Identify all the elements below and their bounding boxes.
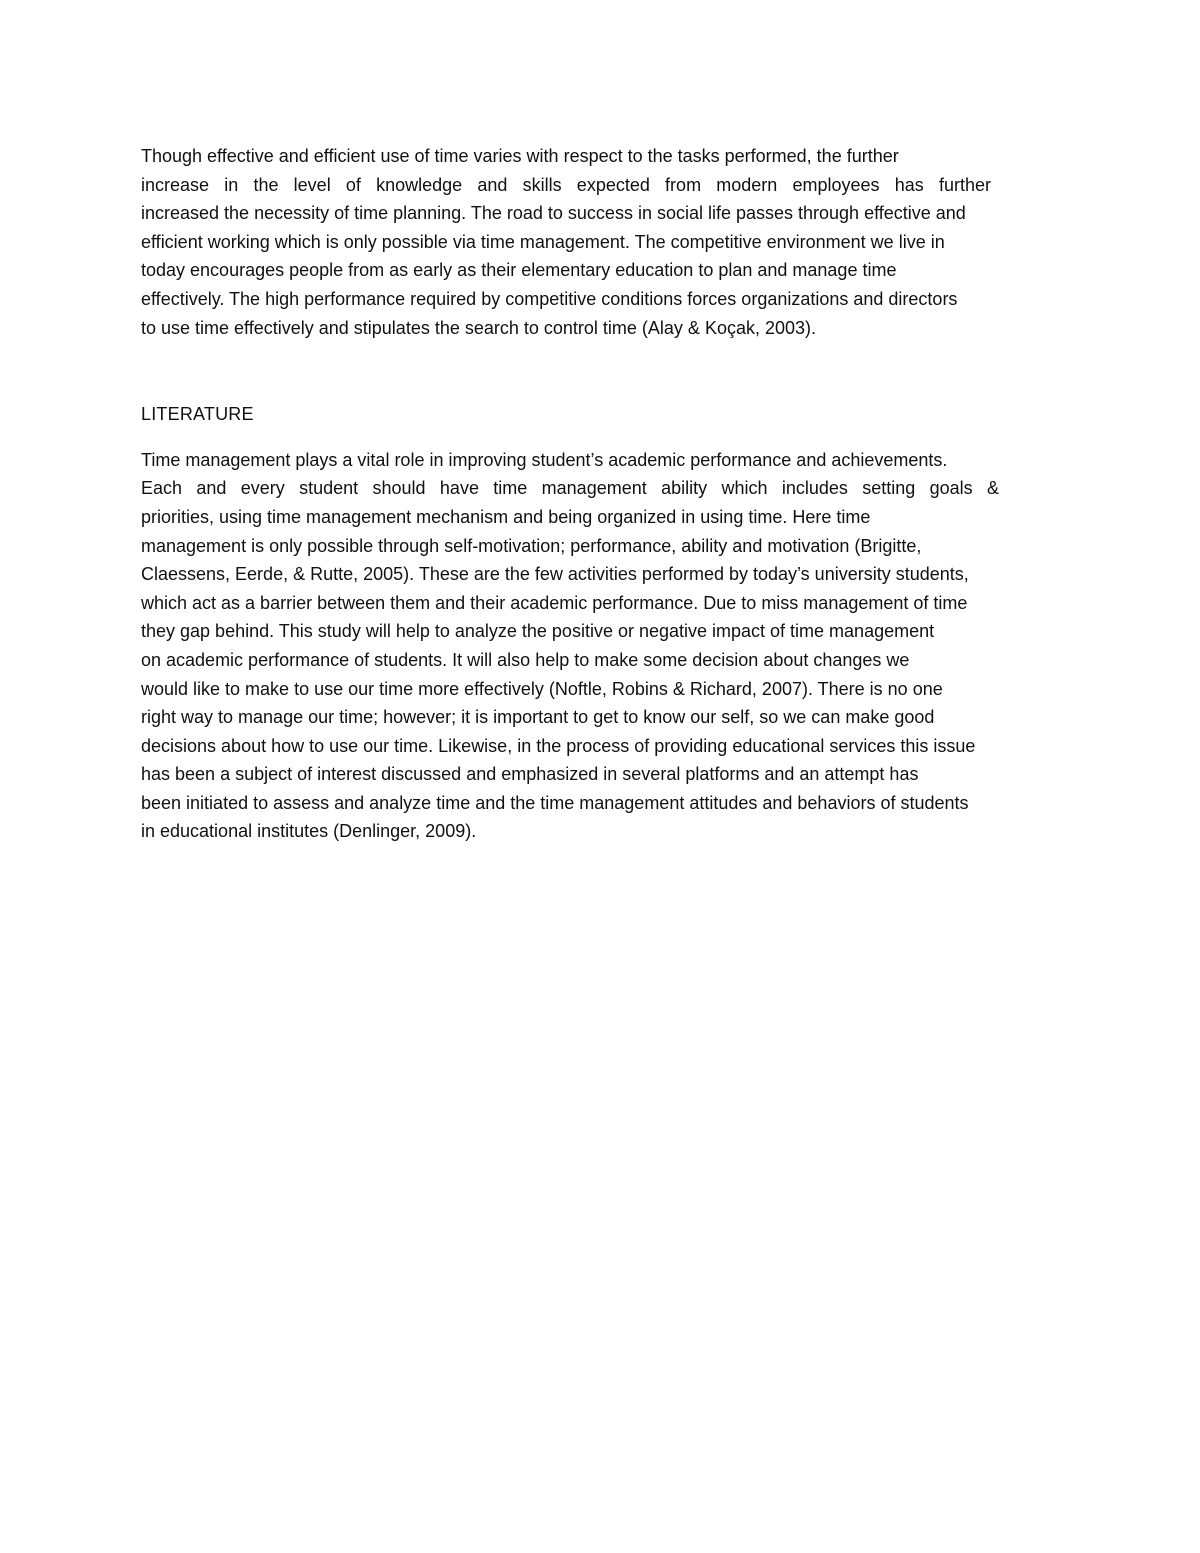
paragraph-line: to use time effectively and stipulates the search to control time (Alay & Koçak, 2003). bbox=[141, 317, 817, 338]
document-body bbox=[141, 142, 1056, 846]
paragraph-line: effectively. The high performance required by competitive conditions forces organizations and directors bbox=[141, 288, 958, 309]
paragraph-line: increased the necessity of time planning. The road to success in social life passes through effective and bbox=[141, 203, 966, 224]
paragraph-line: Though effective and efficient use of time varies with respect to the tasks performed, the further bbox=[141, 146, 899, 166]
paragraph-line: would like to make to use our time more effectively (Noftle, Robins & Richard, 2007). There is no one bbox=[141, 678, 943, 699]
paragraph-line: in educational institutes (Denlinger, 2009). bbox=[141, 821, 477, 842]
paragraph-line: Claessens, Eerde, & Rutte, 2005). These are the few activities performed by today’s university students, bbox=[141, 564, 969, 585]
paragraph-line: Each and every student should have time management ability which includes setting goals & bbox=[141, 478, 999, 499]
paragraph-spacer bbox=[141, 342, 1056, 400]
paragraph-line: efficient working which is only possible via time management. The competitive environment we live in bbox=[141, 231, 945, 252]
paragraph-line: management is only possible through self-motivation; performance, ability and motivation (Brigitte, bbox=[141, 535, 922, 556]
paragraph-spacer bbox=[141, 429, 1056, 446]
paragraph-line: today encourages people from as early as their elementary education to plan and manage time bbox=[141, 260, 897, 281]
paragraph-line: has been a subject of interest discussed and emphasized in several platforms and an attempt has bbox=[141, 764, 919, 785]
paragraph-intro bbox=[141, 142, 1056, 342]
paragraph-line: Time management plays a vital role in improving student’s academic performance and achievements. bbox=[141, 449, 948, 470]
section-heading: LITERATURE bbox=[141, 404, 254, 425]
paragraph-line: priorities, using time management mechanism and being organized in using time. Here time bbox=[141, 506, 871, 527]
paragraph-line: on academic performance of students. It will also help to make some decision about changes we bbox=[141, 649, 910, 670]
paragraph-line: increase in the level of knowledge and skills expected from modern employees has further bbox=[141, 174, 991, 195]
paragraph-literature bbox=[141, 446, 1056, 846]
paragraph-line: right way to manage our time; however; it is important to get to know our self, so we can make good bbox=[141, 707, 935, 728]
paragraph-line: which act as a barrier between them and their academic performance. Due to miss management of time bbox=[141, 592, 968, 613]
paragraph-line: decisions about how to use our time. Likewise, in the process of providing educational services this issue bbox=[141, 735, 976, 756]
paragraph-line: been initiated to assess and analyze time and the time management attitudes and behaviors of students bbox=[141, 792, 969, 813]
paragraph-line: they gap behind. This study will help to analyze the positive or negative impact of time management bbox=[141, 621, 935, 642]
